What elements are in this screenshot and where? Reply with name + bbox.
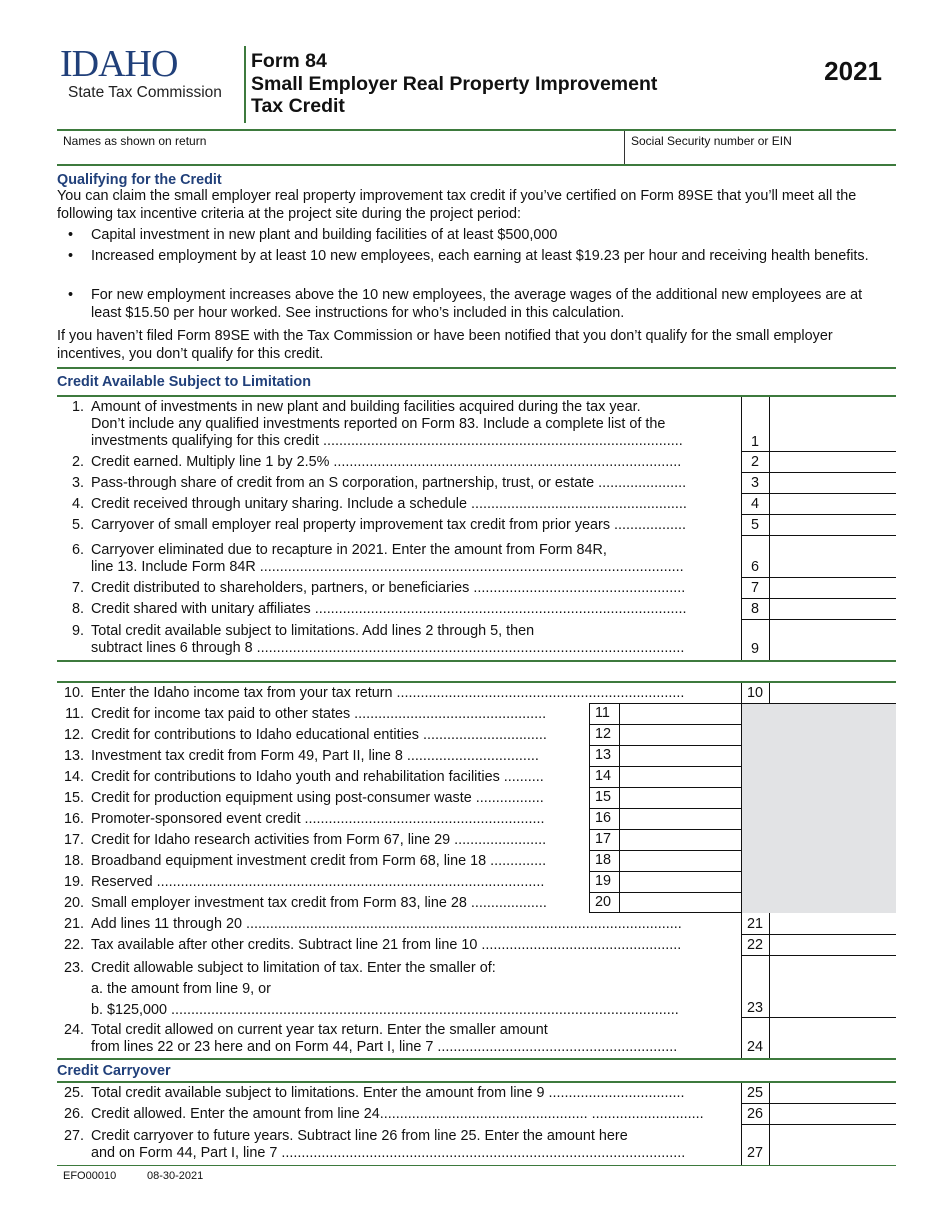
qualifying-heading: Qualifying for the Credit	[57, 172, 222, 188]
amount-field-line-17[interactable]	[589, 829, 741, 850]
line-text: Credit distributed to shareholders, partners, or beneficiaries .....................................................	[91, 580, 686, 596]
amount-field-line-8[interactable]	[741, 619, 896, 620]
line-number: 23.	[63, 960, 84, 976]
box-number: 22	[746, 937, 763, 953]
idaho-logo	[60, 43, 240, 102]
box-number: 9	[750, 641, 759, 657]
revision-date: 08-30-2021	[147, 1170, 204, 1182]
amount-field-line-23[interactable]	[741, 1017, 896, 1018]
line-number: 7.	[71, 580, 84, 596]
line-number: 14.	[63, 769, 84, 785]
amount-field-line-10[interactable]	[741, 703, 896, 704]
line-number: 12.	[63, 727, 84, 743]
amount-field-line-1[interactable]	[741, 451, 896, 452]
line-number: 17.	[63, 832, 84, 848]
line-number: 10.	[63, 685, 84, 701]
box-number: 16	[595, 810, 612, 826]
line-number: 11.	[65, 706, 84, 722]
amount-field-line-19[interactable]	[589, 871, 741, 892]
box-number: 12	[595, 726, 612, 742]
line-text: Investment tax credit from Form 49, Part II, line 8 .................................	[91, 748, 539, 764]
line-number: 26.	[63, 1106, 84, 1122]
box-number: 20	[595, 894, 612, 910]
line-text: Total credit available subject to limitations. Add lines 2 through 5, then subtract lines 6 through 8 ...........................................................................................................	[91, 623, 685, 656]
line-number: 16.	[63, 811, 84, 827]
line-text: Pass-through share of credit from an S corporation, partnership, trust, or estate ......................	[91, 475, 687, 491]
header-divider	[244, 46, 246, 123]
amount-field-line-5[interactable]	[741, 535, 896, 536]
line-number: 3.	[71, 475, 84, 491]
line-text: Promoter-sponsored event credit ............................................................	[91, 811, 545, 827]
form-code: EFO00010	[63, 1170, 117, 1182]
amount-field-line-25[interactable]	[741, 1103, 896, 1104]
amount-field-line-3[interactable]	[741, 493, 896, 494]
tax-year: 2021	[824, 56, 882, 86]
box-number: 18	[595, 852, 612, 868]
line-number: 24.	[63, 1022, 84, 1038]
amount-field-line-22[interactable]	[741, 955, 896, 956]
line-number: 2.	[71, 454, 84, 470]
line-number: 18.	[63, 853, 84, 869]
line-text: Reserved .................................................................................................	[91, 874, 545, 890]
line-text: Credit for contributions to Idaho educational entities ...............................	[91, 727, 547, 743]
taxpayer-id-row	[57, 129, 896, 166]
criteria-bullet: • For new employment increases above the 10 new employees, the average wages of the additional new employees are at least $15.50 per hour worked. See instructions for who’s included in this calculation.	[68, 287, 896, 322]
box-number: 23	[746, 1000, 763, 1016]
qualifying-intro: You can claim the small employer real property improvement tax credit if you’ve certified on Form 89SE that you’ll meet all the following tax incentive criteria at the project site during the project period:	[57, 188, 857, 222]
amount-column	[769, 683, 896, 703]
line-number: 20.	[63, 895, 84, 911]
box-number: 3	[750, 475, 759, 491]
box-number: 25	[746, 1085, 763, 1101]
line-text: Broadband equipment investment credit from Form 68, line 18 ..............	[91, 853, 547, 869]
amount-field-line-21[interactable]	[741, 934, 896, 935]
box-number: 27	[746, 1145, 763, 1161]
form-number: Form 84	[251, 50, 327, 72]
line-text: Amount of investments in new plant and building facilities acquired during the tax year. Don’t include any qualified investments reported on Form 83. Include a complete list of the investments qualifying for this credit ..........................................................................................	[91, 399, 683, 449]
line-text: Enter the Idaho income tax from your tax return ........................................................................	[91, 685, 685, 701]
amount-field-line-15[interactable]	[589, 787, 741, 808]
amount-field-line-4[interactable]	[741, 514, 896, 515]
line-text: Total credit allowed on current year tax return. Enter the smaller amount from lines 22 or 23 here and on Form 44, Part I, line 7 ............................................................	[91, 1022, 678, 1055]
box-number: 19	[595, 873, 612, 889]
line-text: Small employer investment tax credit from Form 83, line 28 ...................	[91, 895, 547, 911]
section-rule	[57, 1058, 896, 1060]
amount-field-line-20[interactable]	[589, 892, 741, 913]
amount-field-line-6[interactable]	[741, 577, 896, 578]
line-number: 9.	[71, 623, 84, 639]
box-number: 14	[595, 768, 612, 784]
box-number: 7	[750, 580, 759, 596]
line-text: Credit shared with unitary affiliates .............................................................................................	[91, 601, 687, 617]
amount-field-line-16[interactable]	[589, 808, 741, 829]
box-number: 1	[750, 434, 759, 450]
form-name-line2: Tax Credit	[251, 95, 345, 117]
box-number: 8	[750, 601, 759, 617]
amount-field-line-11[interactable]	[589, 703, 741, 724]
box-number: 21	[746, 916, 763, 932]
box-number: 5	[750, 517, 759, 533]
section-rule	[57, 367, 896, 369]
agency-name: State Tax Commission	[68, 84, 222, 101]
line-text: Tax available after other credits. Subtract line 21 from line 10 ..................................................	[91, 937, 682, 953]
criteria-bullet: • Increased employment by at least 10 new employees, each earning at least $19.23 per hour and receiving health benefits.	[68, 248, 896, 266]
box-number: 2	[750, 454, 759, 470]
line-text: Credit for contributions to Idaho youth and rehabilitation facilities ..........	[91, 769, 544, 785]
amount-field-line-18[interactable]	[589, 850, 741, 871]
line-number: 8.	[71, 601, 84, 617]
amount-field-line-13[interactable]	[589, 745, 741, 766]
names-field[interactable]: Names as shown on return	[63, 134, 207, 148]
form-title	[251, 50, 657, 118]
box-number: 17	[595, 831, 612, 847]
line-text: Total credit available subject to limitations. Enter the amount from line 9 ..................................	[91, 1085, 685, 1101]
box-number: 4	[750, 496, 759, 512]
line-number: 4.	[71, 496, 84, 512]
amount-field-line-14[interactable]	[589, 766, 741, 787]
line-text: Add lines 11 through 20 .............................................................................................................	[91, 916, 682, 932]
line-number: 21.	[63, 916, 84, 932]
amount-field-line-7[interactable]	[741, 598, 896, 599]
id-row-divider	[624, 131, 625, 164]
line-number: 22.	[63, 937, 84, 953]
qualifying-closing: If you haven’t filed Form 89SE with the Tax Commission or have been notified that you don’t qualify for the small employer incentives, you don’t qualify for this credit.	[57, 328, 833, 362]
amount-field-line-2[interactable]	[741, 472, 896, 473]
carryover-heading: Credit Carryover	[57, 1063, 171, 1079]
section-rule	[57, 660, 896, 662]
ssn-ein-field[interactable]: Social Security number or EIN	[631, 134, 792, 148]
box-number: 15	[595, 789, 612, 805]
amount-field-line-12[interactable]	[589, 724, 741, 745]
line-text: Credit for income tax paid to other states ................................................	[91, 706, 547, 722]
line-text: Carryover eliminated due to recapture in 2021. Enter the amount from Form 84R, line 13. Include Form 84R ..........................................................................................................	[91, 542, 684, 575]
line-text: Credit for Idaho research activities from Form 67, line 29 .......................	[91, 832, 547, 848]
line-text: Credit for production equipment using post-consumer waste .................	[91, 790, 544, 806]
form-name-line1: Small Employer Real Property Improvement	[251, 72, 658, 95]
amount-field-line-26[interactable]	[741, 1124, 896, 1125]
line-text: Credit allowable subject to limitation of tax. Enter the smaller of: a. the amount from line 9, or b. $125,000 ...............................................................................................................................	[91, 960, 679, 1018]
line-number: 13.	[63, 748, 84, 764]
line-number: 6.	[71, 542, 84, 558]
box-number: 13	[595, 747, 612, 763]
line-number: 25.	[63, 1085, 84, 1101]
line-number: 15.	[63, 790, 84, 806]
line-text: Credit carryover to future years. Subtract line 26 from line 25. Enter the amount here and on Form 44, Part I, line 7 .....................................................................................................	[91, 1128, 686, 1161]
box-number: 6	[750, 559, 759, 575]
line-number: 27.	[63, 1128, 84, 1144]
line-text: Credit earned. Multiply line 1 by 2.5% .......................................................................................	[91, 454, 682, 470]
section1-heading: Credit Available Subject to Limitation	[57, 374, 311, 390]
box-number: 26	[746, 1106, 763, 1122]
line-text: Credit allowed. Enter the amount from line 24.................................................... ............................	[91, 1106, 704, 1122]
box-number: 10	[746, 685, 763, 701]
line-number: 19.	[63, 874, 84, 890]
box-number: 24	[746, 1039, 763, 1055]
logo-wordmark: IDAHO	[60, 43, 178, 85]
shaded-area	[741, 703, 896, 913]
box-number: 11	[595, 705, 610, 721]
line-text: Carryover of small employer real property improvement tax credit from prior years ..................	[91, 517, 686, 533]
line-number: 1.	[71, 399, 84, 415]
line-text: Credit received through unitary sharing. Include a schedule ......................................................	[91, 496, 687, 512]
line-number: 5.	[71, 517, 84, 533]
section-rule	[57, 1165, 896, 1166]
amount-column	[769, 397, 896, 661]
criteria-bullet: • Capital investment in new plant and building facilities of at least $500,000	[68, 227, 896, 245]
